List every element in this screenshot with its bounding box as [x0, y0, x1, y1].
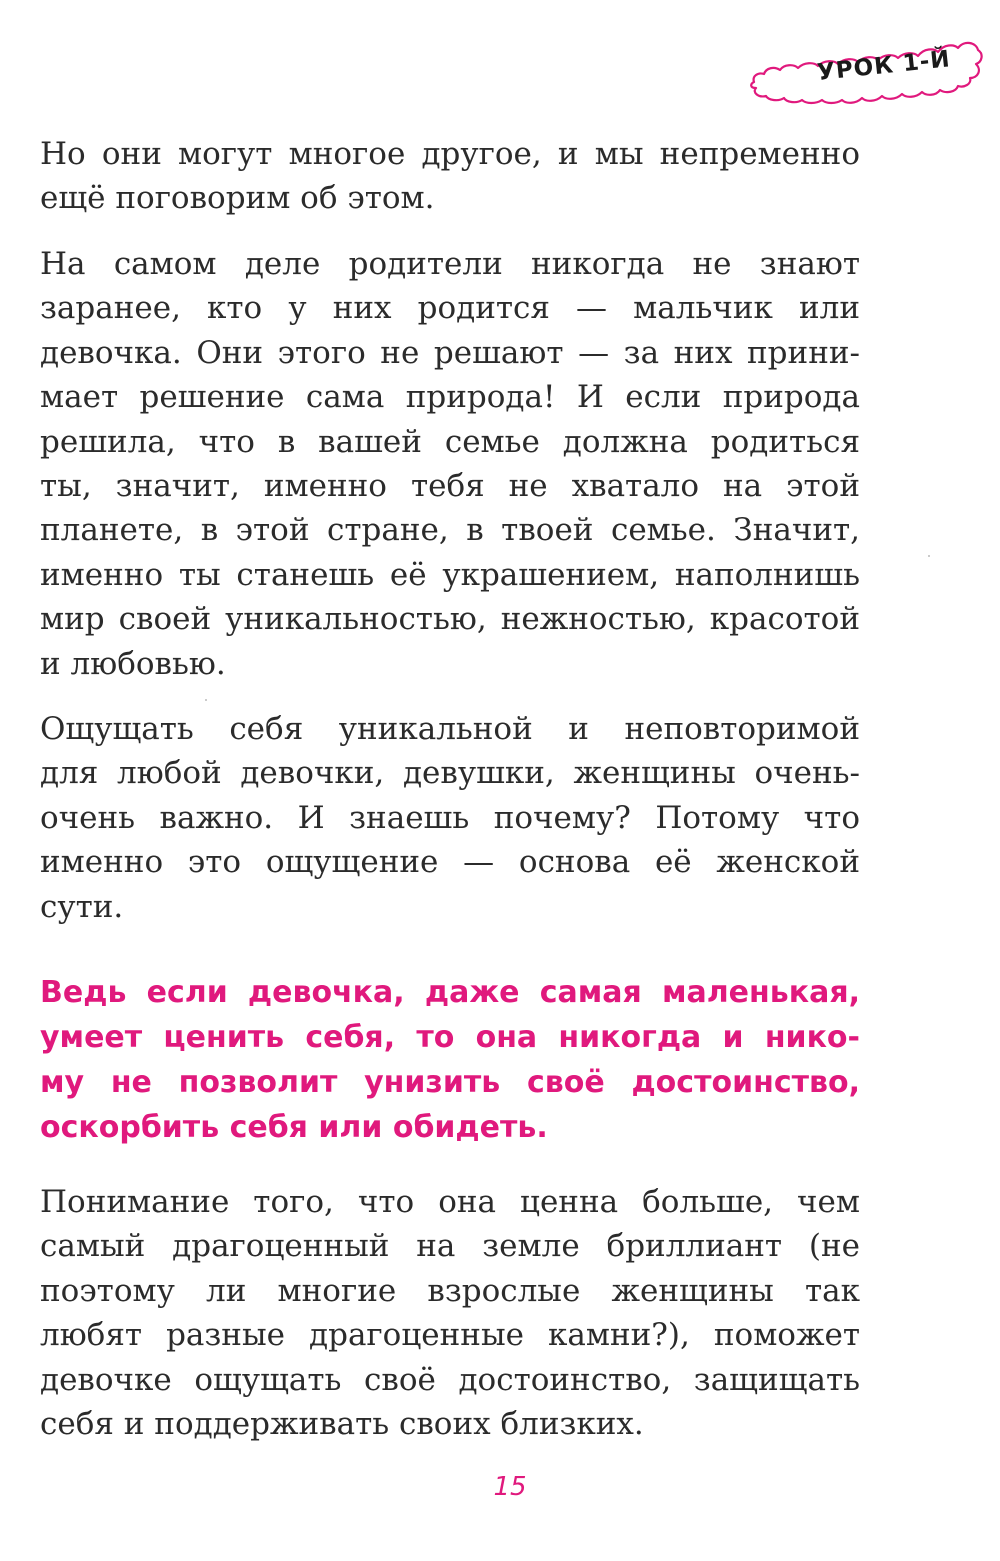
text-line: именно это ощущение — основа её женской	[40, 844, 860, 881]
page-number: 15	[493, 1472, 527, 1502]
text-line: мир своей уникальностью, нежностью, красотой	[40, 601, 860, 638]
text-line: сути.	[40, 888, 124, 925]
text-line: для любой девочки, девушки, женщины очень-	[40, 755, 860, 792]
text-line: очень важно. И знаешь почему? Потому что	[40, 799, 860, 836]
lesson-label: УРОК 1-Й	[816, 46, 952, 87]
text-line: решила, что в вашей семье должна родиться	[40, 423, 860, 460]
text-line: самый драгоценный на земле бриллиант (не	[40, 1228, 860, 1265]
paragraph-2	[40, 242, 860, 686]
highlighted-paragraph	[40, 970, 860, 1150]
text-line: планете, в этой стране, в твоей семье. Значит,	[40, 512, 860, 549]
text-line: Понимание того, что она ценна больше, чем	[40, 1184, 860, 1220]
paragraph-5	[40, 1180, 860, 1446]
text-line: ты, значит, именно тебя не хватало на этой	[40, 468, 860, 505]
paragraph-3	[40, 707, 860, 929]
scan-speck	[928, 555, 930, 557]
text-line: мает решение сама природа! И если природа	[40, 379, 860, 416]
text-line: Но они могут многое другое, и мы непременно	[40, 136, 860, 172]
lesson-badge	[748, 30, 984, 106]
text-line: любят разные драгоценные камни?), поможет	[40, 1317, 860, 1354]
text-line: и любовью.	[40, 645, 226, 682]
text-line: На самом деле родители никогда не знают	[40, 246, 860, 282]
text-line: оскорбить себя или обидеть.	[40, 1110, 548, 1145]
text-line: заранее, кто у них родится — мальчик или	[40, 290, 860, 327]
scan-speck	[205, 699, 207, 701]
text-line: девочка. Они этого не решают — за них прини-	[40, 334, 860, 371]
text-line: ещё поговорим об этом.	[40, 180, 435, 217]
text-line: умеет ценить себя, то она никогда и нико-	[40, 1020, 860, 1055]
text-line: девочке ощущать своё достоинство, защищать	[40, 1361, 860, 1398]
text-line: именно ты станешь её украшением, наполнишь	[40, 556, 860, 593]
text-line: му не позволит унизить своё достоинство,	[40, 1065, 860, 1100]
text-line: Ощущать себя уникальной и неповторимой	[40, 711, 860, 747]
text-line: себя и поддерживать своих близких.	[40, 1406, 644, 1443]
paragraph-1	[40, 132, 860, 221]
text-line: поэтому ли многие взрослые женщины так	[40, 1272, 860, 1309]
text-line: Ведь если девочка, даже самая маленькая,	[40, 975, 860, 1010]
